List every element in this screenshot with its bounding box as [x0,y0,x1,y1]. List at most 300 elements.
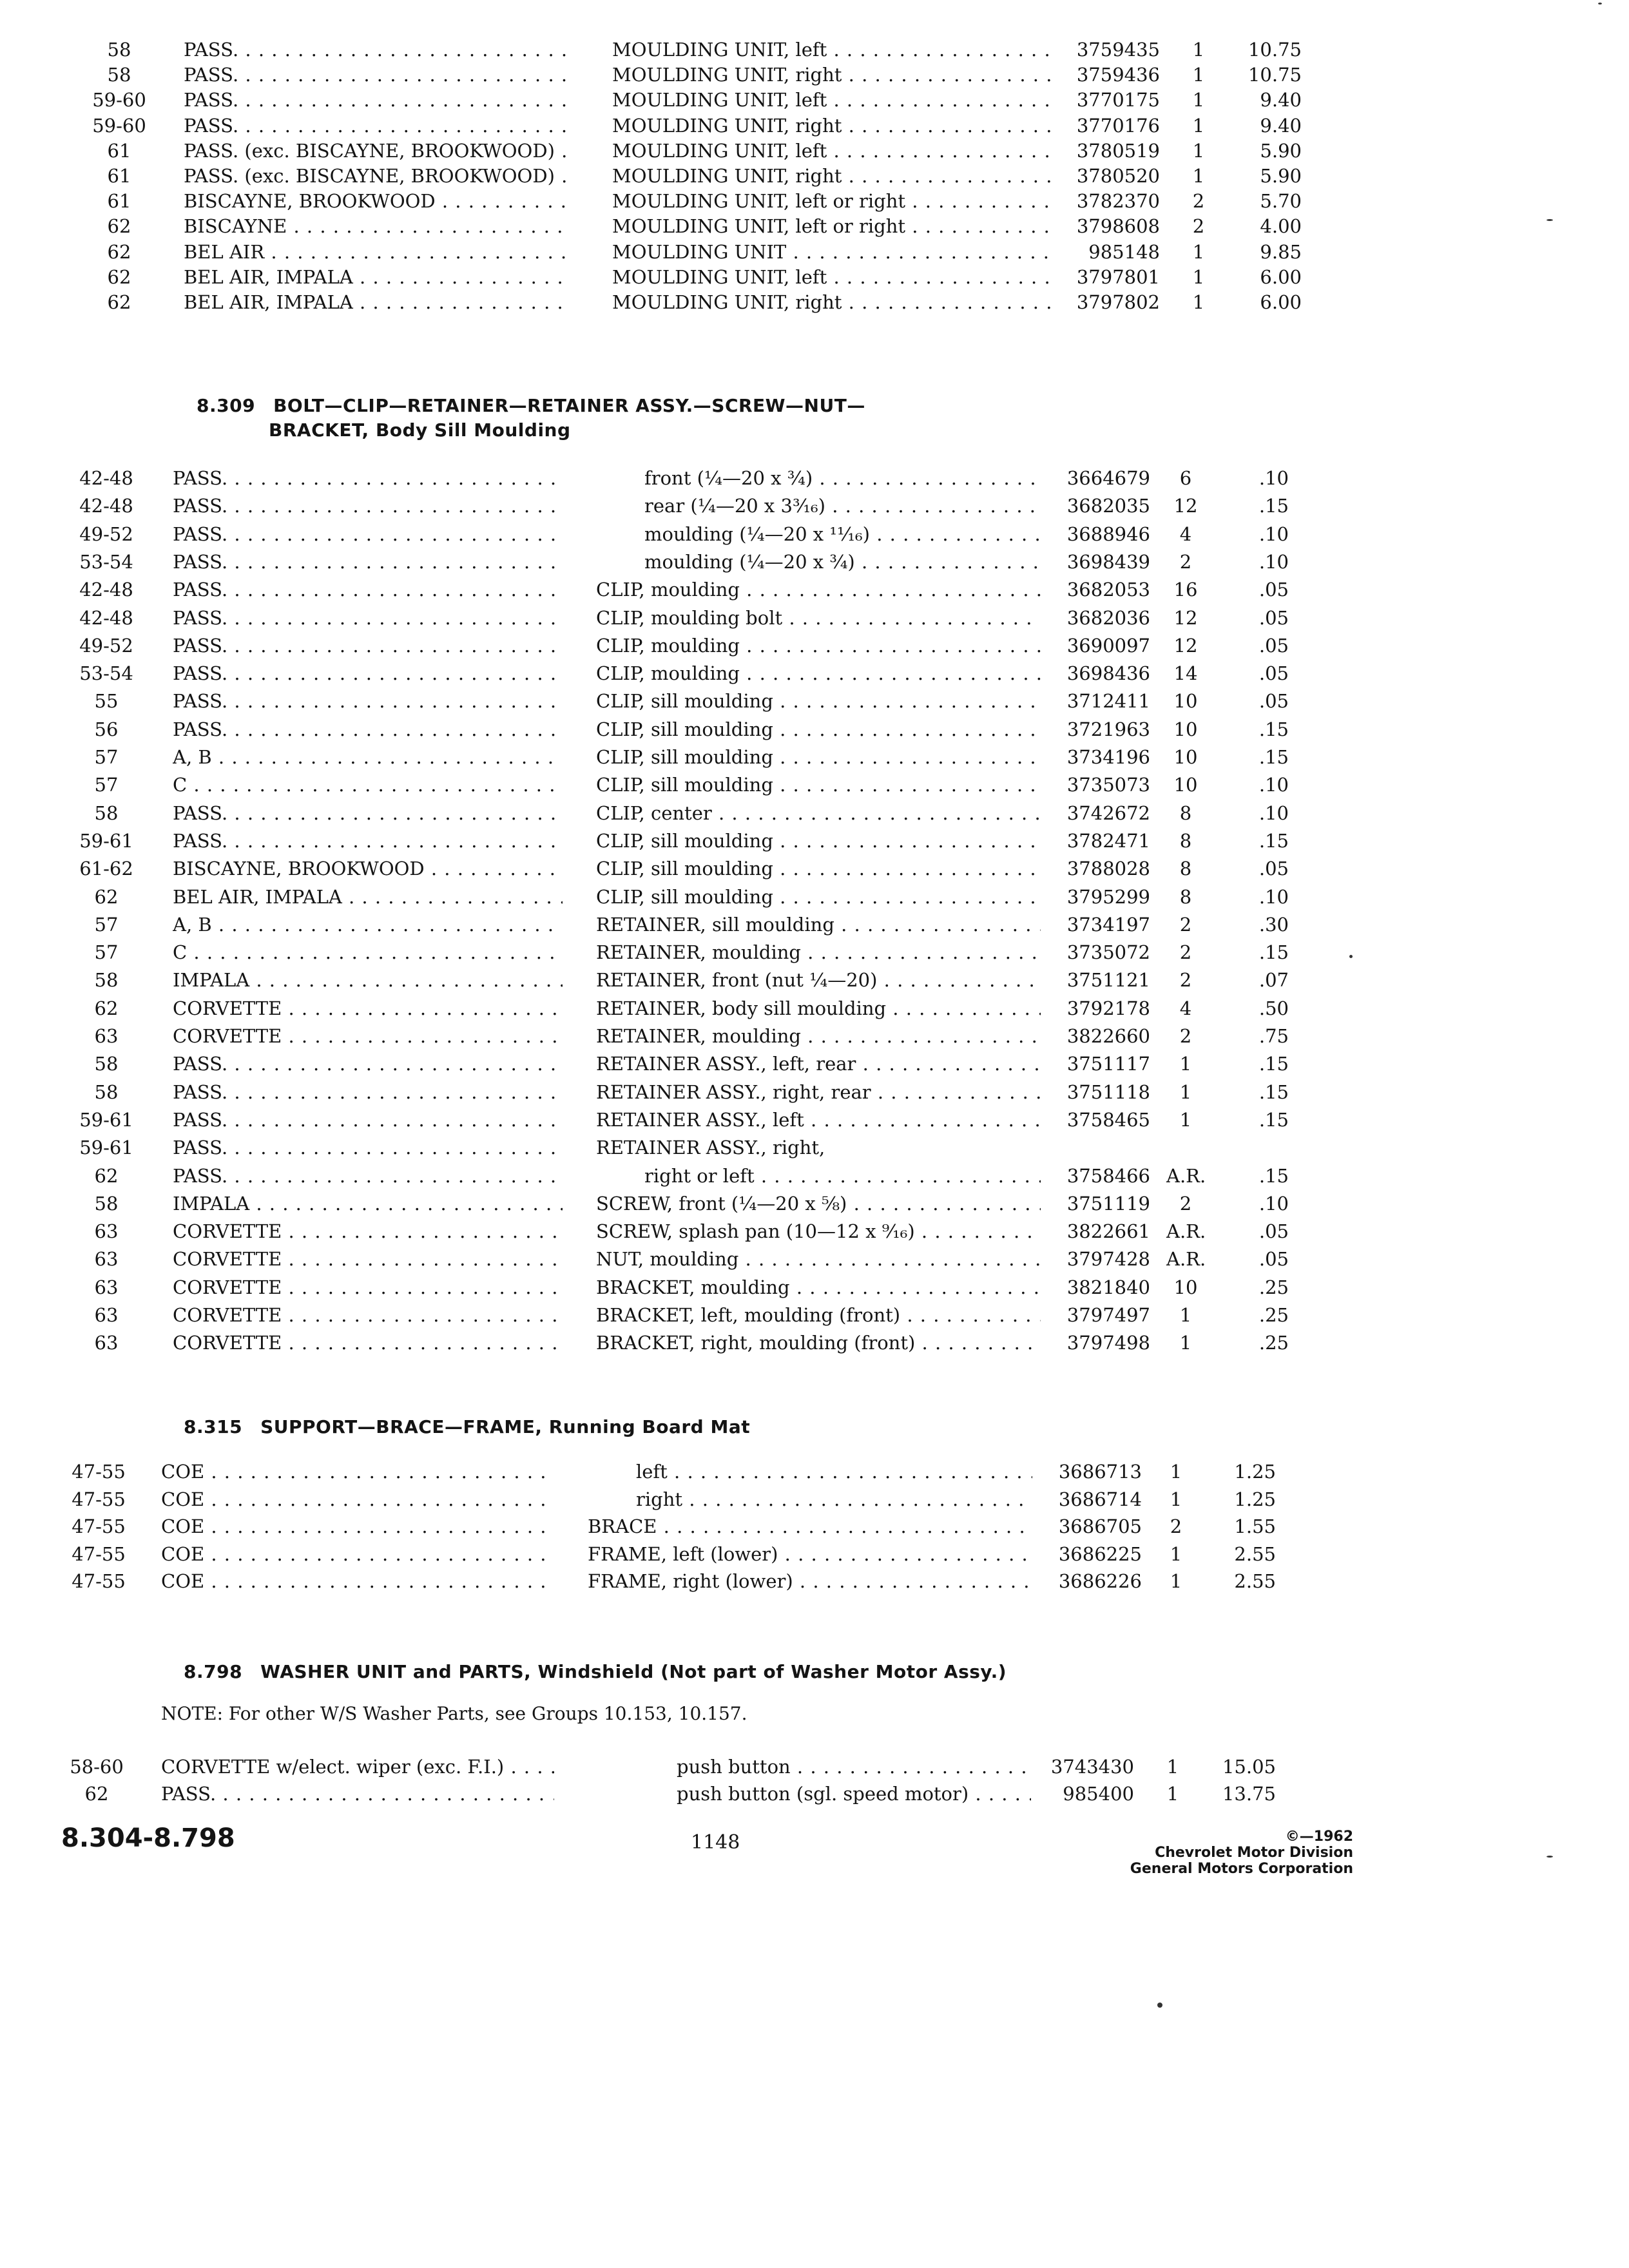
model-cell [184,187,570,215]
model-name: PASS. . . . [173,715,563,744]
part-description: MOULDING UNIT, left . . . [612,263,1050,291]
table-row [0,827,1629,855]
model-name: CORVETTE . . . [173,1217,563,1245]
quantity: 1 [1192,291,1205,313]
model-cell [173,687,563,715]
description-cell [612,111,1050,140]
part-number: 3688946 [1066,523,1150,545]
quantity: 10 [1173,718,1198,740]
quantity: 12 [1173,607,1198,629]
quantity: 8 [1179,886,1192,908]
quantity: A.R. [1166,1165,1206,1187]
model-year: 61 [107,190,131,212]
model-year: 59-61 [79,1109,133,1131]
part-number: 3686713 [1058,1461,1142,1483]
description-cell [612,212,1050,240]
model-name: BEL AIR . . . [184,238,570,266]
part-description: MOULDING UNIT, right . . . [612,61,1050,89]
model-year: 47-55 [72,1515,126,1537]
part-description: RETAINER, moulding . . . [596,1022,1041,1050]
model-name: C . . . [173,938,563,966]
part-description: MOULDING UNIT . . . [612,238,1050,266]
list-price: 4.00 [1260,215,1302,237]
description-cell [596,631,1041,660]
table-row [0,1273,1629,1302]
part-number: 3797802 [1076,291,1160,313]
list-price: .05 [1258,662,1289,684]
part-description: BRACKET, left, moulding (front) . . . [596,1301,1041,1329]
table-row [0,137,1629,165]
model-name: PASS. . . . [173,1162,563,1190]
table-row [0,1780,1629,1808]
model-name: CORVETTE . . . [173,994,563,1023]
model-cell [173,1217,563,1245]
quantity: 1 [1166,1783,1179,1805]
part-number: 3743430 [1050,1756,1134,1778]
quantity: 1 [1170,1570,1182,1592]
list-price: 2.55 [1234,1570,1276,1592]
table-row [0,1753,1629,1781]
model-name: PASS. . . . [173,827,563,855]
model-year: 62 [94,886,119,908]
description-cell [644,1162,1041,1190]
part-number: 3798608 [1076,215,1160,237]
model-cell [173,854,563,883]
page-number: 1148 [691,1831,740,1854]
part-number: 3682053 [1066,579,1150,601]
description-cell [596,799,1041,827]
part-description: MOULDING UNIT, left . . . [612,137,1050,165]
part-description: MOULDING UNIT, left or right . . . [612,212,1050,240]
table-row [0,1078,1629,1106]
model-year: 57 [94,746,119,768]
model-year: 61 [107,165,131,187]
section-title: SUPPORT—BRACE—FRAME, Running Board Mat [260,1416,751,1437]
model-year: 59-61 [79,1137,133,1158]
description-cell [612,61,1050,89]
part-number: 3797801 [1076,266,1160,288]
list-price: .15 [1258,830,1289,852]
part-description: CLIP, sill moulding . . . [596,743,1041,771]
part-description: MOULDING UNIT, left or right . . . [612,187,1050,215]
list-price: 2.55 [1234,1543,1276,1565]
quantity: 8 [1179,830,1192,852]
model-cell [173,883,563,911]
model-name: A, B . . . [173,910,563,939]
description-cell [596,854,1041,883]
list-price: .10 [1258,886,1289,908]
model-name: PASS. . . . [173,548,563,576]
model-year: 53-54 [79,662,133,684]
part-number: 3690097 [1066,635,1150,657]
model-cell [161,1567,554,1595]
print-speck [1547,219,1553,221]
list-price: .10 [1258,774,1289,796]
division-name: Chevrolet Motor Division [1155,1845,1353,1861]
description-cell [596,687,1041,715]
model-year: 62 [94,1165,119,1187]
description-cell [596,827,1041,855]
model-cell [173,604,563,632]
table-row [0,238,1629,266]
model-cell [184,137,570,165]
model-cell [173,910,563,939]
list-price: .05 [1258,1248,1289,1270]
model-name: PASS. . . . [173,1106,563,1134]
part-number: 3797428 [1066,1248,1150,1270]
model-year: 47-55 [72,1461,126,1483]
model-name: IMPALA . . . [173,1189,563,1218]
table-row [0,575,1629,604]
model-cell [161,1457,554,1486]
model-name: PASS. (exc. BISCAYNE, BROOKWOOD) . . . [184,137,570,165]
model-name: PASS. . . . [173,520,563,548]
list-price: .15 [1258,1053,1289,1075]
model-name: PASS. . . . [184,35,570,64]
description-cell [677,1780,1031,1808]
description-cell [612,162,1050,190]
part-description: NUT, moulding . . . [596,1245,1041,1273]
part-number: 3742672 [1066,802,1150,824]
description-cell [596,1078,1041,1106]
part-description: BRACKET, right, moulding (front) . . . [596,1329,1041,1357]
table-row [0,263,1629,291]
description-cell [644,548,1041,576]
model-cell [184,111,570,140]
print-speck [1157,2003,1162,2008]
table-row [0,659,1629,687]
model-name: PASS. . . . [173,1078,563,1106]
part-number: 3770175 [1076,89,1160,111]
model-name: PASS. . . . [173,1050,563,1078]
part-number: 3797497 [1066,1304,1150,1326]
part-number: 3734197 [1066,914,1150,936]
model-cell [173,659,563,687]
table-row [0,1050,1629,1078]
table-row [0,910,1629,939]
quantity: 1 [1170,1488,1182,1510]
part-number: 3735073 [1066,774,1150,796]
table-row [0,288,1629,316]
model-year: 63 [94,1276,119,1298]
model-year: 49-52 [79,523,133,545]
model-cell [173,1273,563,1302]
list-price: 9.40 [1260,115,1302,137]
quantity: 4 [1179,997,1192,1019]
model-year: 57 [94,914,119,936]
list-price: 10.75 [1248,39,1302,61]
quantity: 1 [1192,115,1205,137]
list-price: .15 [1258,746,1289,768]
table-row [0,1512,1629,1541]
model-year: 58 [94,802,119,824]
description-cell [588,1512,1032,1541]
list-price: 6.00 [1260,266,1302,288]
quantity: 8 [1179,802,1192,824]
table-row [0,1567,1629,1595]
part-number: 3759435 [1076,39,1160,61]
model-name: CORVETTE w/elect. wiper (exc. F.I.) . . . [161,1753,554,1781]
model-cell [173,464,563,492]
table-row [0,1022,1629,1050]
table-row [0,1245,1629,1273]
description-cell [596,771,1041,799]
description-cell [596,966,1041,994]
part-description: CLIP, moulding bolt . . . [596,604,1041,632]
part-description: CLIP, moulding . . . [596,575,1041,604]
quantity: 10 [1173,1276,1198,1298]
section-number: 8.798 [184,1661,243,1682]
part-number: 3780519 [1076,140,1160,162]
model-year: 62 [107,266,131,288]
list-price: .05 [1258,579,1289,601]
description-cell [596,743,1041,771]
quantity: 12 [1173,635,1198,657]
table-row [0,1133,1629,1162]
list-price: 15.05 [1222,1756,1276,1778]
part-description: left . . . [636,1457,1032,1486]
part-description: MOULDING UNIT, left . . . [612,86,1050,114]
quantity: 1 [1192,39,1205,61]
list-price: .05 [1258,607,1289,629]
part-description: CLIP, sill moulding . . . [596,854,1041,883]
quantity: 2 [1179,914,1192,936]
quantity: 1 [1192,140,1205,162]
group-range: 8.304-8.798 [61,1823,235,1853]
part-description: CLIP, sill moulding . . . [596,715,1041,744]
section-heading [197,393,865,419]
model-name: PASS. . . . [173,604,563,632]
model-name: CORVETTE . . . [173,1245,563,1273]
part-description: BRACE . . . [588,1512,1032,1541]
model-name: PASS. . . . [184,61,570,89]
part-description: FRAME, right (lower) . . . [588,1567,1032,1595]
model-cell [161,1540,554,1568]
part-number: 3686705 [1058,1515,1142,1537]
list-price: .30 [1258,914,1289,936]
model-name: PASS. . . . [173,492,563,520]
description-cell [612,137,1050,165]
description-cell [596,1245,1041,1273]
description-cell [596,1106,1041,1134]
table-row [0,1485,1629,1514]
description-cell [596,1189,1041,1218]
description-cell [636,1485,1032,1514]
model-name: C . . . [173,771,563,799]
part-number: 3788028 [1066,858,1150,879]
model-cell [173,1050,563,1078]
model-cell [173,1133,563,1162]
model-year: 58 [107,64,131,86]
model-year: 56 [94,718,119,740]
model-name: PASS. . . . [184,111,570,140]
quantity: 10 [1173,774,1198,796]
table-row [0,994,1629,1023]
quantity: 1 [1192,165,1205,187]
part-number: 3822660 [1066,1025,1150,1047]
model-year: 58 [94,969,119,991]
part-number: 3759436 [1076,64,1160,86]
model-year: 55 [94,690,119,712]
list-price: .10 [1258,1193,1289,1215]
part-description: right . . . [636,1485,1032,1514]
model-cell [173,492,563,520]
model-name: PASS. . . . [173,1133,563,1162]
part-description: moulding (¼—20 x ¾) . . . [644,548,1041,576]
model-name: PASS. . . . [173,687,563,715]
model-name: BISCAYNE, BROOKWOOD . . . [184,187,570,215]
model-name: PASS. . . . [173,659,563,687]
quantity: 6 [1179,467,1192,489]
table-row [0,966,1629,994]
part-number: 3792178 [1066,997,1150,1019]
model-year: 42-48 [79,467,133,489]
list-price: 1.55 [1234,1515,1276,1537]
quantity: 12 [1173,495,1198,517]
model-year: 62 [107,241,131,263]
section-heading [184,1414,750,1440]
description-cell [596,938,1041,966]
model-cell [184,35,570,64]
part-description: CLIP, moulding . . . [596,631,1041,660]
list-price: .25 [1258,1276,1289,1298]
quantity: 10 [1173,746,1198,768]
part-number: 3712411 [1066,690,1150,712]
model-year: 47-55 [72,1488,126,1510]
model-cell [173,548,563,576]
model-cell [161,1753,554,1781]
description-cell [596,994,1041,1023]
table-row [0,687,1629,715]
model-name: PASS. . . . [173,575,563,604]
model-year: 53-54 [79,551,133,573]
description-cell [677,1753,1031,1781]
list-price: .25 [1258,1332,1289,1354]
model-year: 58 [94,1053,119,1075]
description-cell [636,1457,1032,1486]
model-year: 63 [94,1332,119,1354]
quantity: 8 [1179,858,1192,879]
quantity: 16 [1173,579,1198,601]
part-number: 3686714 [1058,1488,1142,1510]
quantity: 2 [1179,1025,1192,1047]
section-note: NOTE: For other W/S Washer Parts, see Groups 10.153, 10.157. [161,1703,747,1724]
model-cell [173,1162,563,1190]
model-name: A, B . . . [173,743,563,771]
table-row [0,187,1629,215]
model-year: 62 [107,215,131,237]
model-year: 42-48 [79,607,133,629]
model-cell [173,938,563,966]
model-cell [184,212,570,240]
list-price: .15 [1258,718,1289,740]
description-cell [596,1273,1041,1302]
list-price: .10 [1258,467,1289,489]
part-description: SCREW, front (¼—20 x ⅝) . . . [596,1189,1041,1218]
description-cell [596,715,1041,744]
model-cell [173,966,563,994]
part-number: 3751121 [1066,969,1150,991]
part-number: 3735072 [1066,941,1150,963]
list-price: 13.75 [1222,1783,1276,1805]
list-price: 1.25 [1234,1461,1276,1483]
copyright-year: ©—1962 [1285,1829,1353,1845]
model-year: 61 [107,140,131,162]
part-description: CLIP, sill moulding . . . [596,827,1041,855]
list-price: .10 [1258,523,1289,545]
part-description: moulding (¼—20 x ¹¹⁄₁₆) . . . [644,520,1041,548]
table-row [0,743,1629,771]
model-cell [173,827,563,855]
copyright-block [1095,1829,1353,1877]
model-year: 63 [94,1304,119,1326]
quantity: 1 [1192,266,1205,288]
model-cell [173,520,563,548]
model-name: PASS. (exc. BISCAYNE, BROOKWOOD) . . . [184,162,570,190]
model-name: PASS. . . . [173,799,563,827]
list-price: 9.85 [1260,241,1302,263]
list-price: 9.40 [1260,89,1302,111]
model-year: 49-52 [79,635,133,657]
description-cell [612,238,1050,266]
part-number: 3664679 [1066,467,1150,489]
model-year: 47-55 [72,1543,126,1565]
part-number: 3822661 [1066,1220,1150,1242]
section-title: WASHER UNIT and PARTS, Windshield (Not part of Washer Motor Assy.) [260,1661,1007,1682]
part-description: push button (sgl. speed motor) . . . [677,1780,1031,1808]
table-row [0,883,1629,911]
model-name: BEL AIR, IMPALA . . . [184,288,570,316]
part-description: RETAINER, sill moulding . . . [596,910,1041,939]
model-cell [173,1078,563,1106]
model-year: 59-60 [92,89,146,111]
description-cell [612,288,1050,316]
part-description: CLIP, moulding . . . [596,659,1041,687]
part-number: 3682035 [1066,495,1150,517]
description-cell [612,35,1050,64]
table-row [0,548,1629,576]
table-row [0,492,1629,520]
description-cell [596,1022,1041,1050]
model-cell [184,288,570,316]
part-number: 3698439 [1066,551,1150,573]
part-description: RETAINER ASSY., right, rear . . . [596,1078,1041,1106]
model-year: 42-48 [79,579,133,601]
description-cell [596,910,1041,939]
list-price: .10 [1258,802,1289,824]
table-row [0,1106,1629,1134]
model-cell [173,799,563,827]
model-name: CORVETTE . . . [173,1273,563,1302]
list-price: .15 [1258,1165,1289,1187]
quantity: 1 [1170,1461,1182,1483]
quantity: 1 [1179,1109,1192,1131]
model-cell [173,994,563,1023]
part-number: 3686225 [1058,1543,1142,1565]
model-name: PASS. . . . [173,464,563,492]
quantity: 1 [1179,1053,1192,1075]
model-cell [161,1780,554,1808]
model-year: 57 [94,941,119,963]
list-price: .50 [1258,997,1289,1019]
print-speck [1598,3,1602,5]
model-cell [173,1329,563,1357]
quantity: 2 [1179,551,1192,573]
table-row [0,1329,1629,1357]
model-cell [161,1485,554,1514]
part-number: 3686226 [1058,1570,1142,1592]
model-name: CORVETTE . . . [173,1329,563,1357]
